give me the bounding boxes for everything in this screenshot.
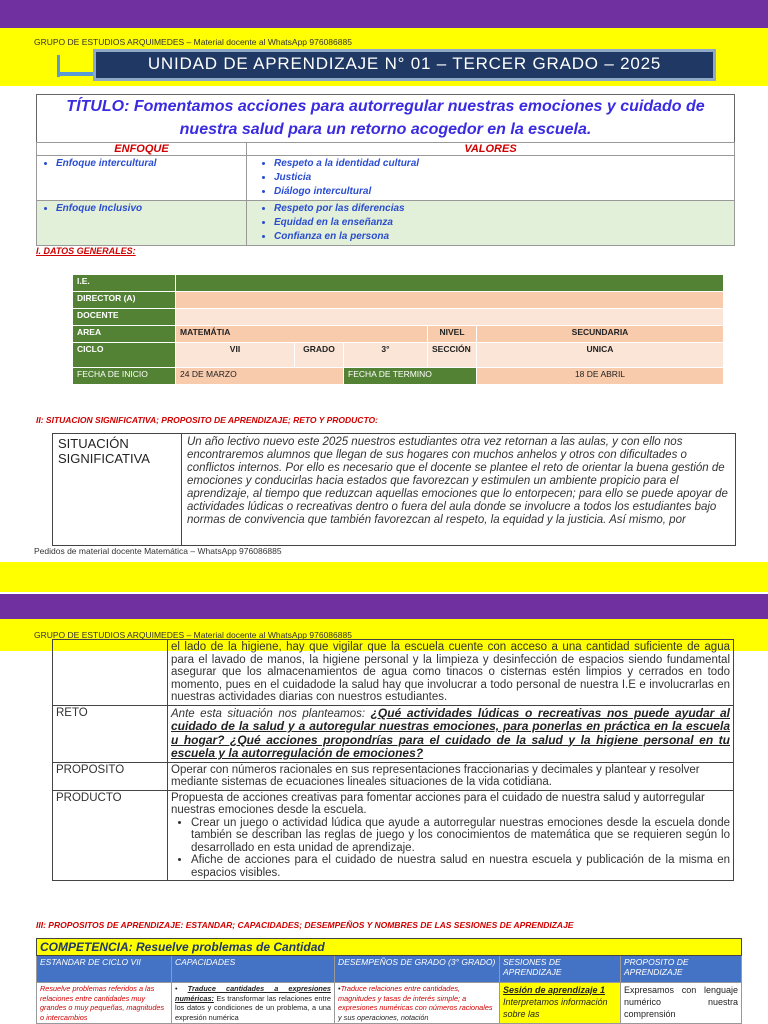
titulo-text: TÍTULO: Fomentamos acciones para autorregular nuestras emociones y cuidado de nuestra salud para un retorno acogedor en la escuela. — [66, 98, 705, 138]
situacion-box — [52, 433, 736, 546]
ie-value — [176, 275, 724, 292]
desempeno-red2: a expresiones numéricas con números racionales — [338, 993, 493, 1012]
page1-top-purple-band — [0, 0, 768, 28]
unit-title-banner: UNIDAD DE APRENDIZAJE N° 01 – TERCER GRADO – 2025 — [93, 49, 716, 81]
situacion-cont-label-cell — [53, 640, 168, 706]
page1-footer-text: Pedidos de material docente Matemática – WhatsApp 976086885 — [34, 546, 282, 556]
ciclo-value: VII — [176, 343, 295, 368]
proposito-text: Operar con números racionales en sus representaciones fraccionarias y decimales y plantear y resolver mediante sistemas de ecuaciones lineales situaciones de la vida cotidiana. — [168, 762, 734, 790]
situacion-text: Un año lectivo nuevo este 2025 nuestros estudiantes otra vez retornan a las aulas, y con ello nos encontraremos alumnos que llegan de sus hogares con muchos anhelos y otros con dificultades o conflictos internos. Por ello es necesario que el docente se plantee el reto de orientar la buena gestión de emociones y conducirlas hacia estados que favorezcan y estimulen un ambiente propicio para el aprendizaje, al tiempo que reduzcan aquellas emociones que lo entorpecen; para ello se puede apoyar de actividades lúdicas o recreativas dentro o fuera del aula donde se involucre a todos los estudiantes bajo normas de convivencia que también favorezcan al respeto, la equidad y la justicia. Así mismo, por — [187, 436, 728, 526]
situacion-cont-text: el lado de la higiene, hay que vigilar que la escuela cuente con acceso a una cantidad suficiente de agua para el lavado de manos, la higiene personal y la limpieza y desinfección de espacios siendo fundamental asegurar que los almacenamientos de agua como tinacos o cisternas estén limpios y cerrados en todo momento, pues en el cuidadode la salud hay que involucrar a todo personal de nuestra I.E e involucrarlas en nuestras actividades diarias con nuestros estudiantes. — [168, 640, 734, 706]
title-left-stub — [57, 55, 60, 77]
estandar-cell: Resuelve problemas referidos a las relaciones entre cantidades muy grandes o muy pequeñas, magnitudes o intercambios — [37, 983, 172, 1024]
desempeno-red1: Traduce relaciones entre cantidades, magnitudes y tasas de interés simple; — [338, 984, 461, 1003]
title-left-bar — [57, 72, 97, 76]
valores-head: VALORES — [247, 143, 735, 156]
nivel-label: NIVEL — [428, 326, 477, 343]
reto-label: RETO — [53, 705, 168, 762]
docente-value — [176, 309, 724, 326]
page2-header-text: GRUPO DE ESTUDIOS ARQUIMEDES – Material docente al WhatsApp 976086885 — [34, 630, 352, 640]
producto-text: Propuesta de acciones creativas para fomentar acciones para el cuidado de nuestra salud y autorregular nuestras emociones desde la escuela. — [171, 791, 705, 816]
page1-header-text: GRUPO DE ESTUDIOS ARQUIMEDES – Material docente al WhatsApp 976086885 — [34, 37, 352, 47]
col-sesiones: SESIONES DE APRENDIZAJE — [500, 956, 621, 983]
reto-question: ¿Qué actividades lúdicas o recreativas nos puede ayudar al cuidado de la salud y a autoregular nuestras emociones, para ponerlas en práctica en la escuela u hogar? ¿Qué acciones propondrías para el cuidado de la salud y la higiene personal en tu escuela y la autorregulación de emociones? — [171, 705, 730, 760]
producto-cell — [168, 790, 734, 881]
grado-label: GRADO — [295, 343, 344, 368]
seccion-value: UNICA — [477, 343, 724, 368]
reto-intro: Ante esta situación nos planteamos: — [171, 707, 371, 720]
desempeno-cell — [335, 983, 500, 1024]
enfoque-item: • Enfoque intercultural — [56, 157, 243, 171]
capacidad-bold: Traduce cantidades a expresiones numéricas: — [175, 984, 331, 1003]
col-proposito: PROPOSITO DE APRENDIZAJE — [621, 956, 742, 983]
enfoque-cell-1 — [37, 156, 247, 201]
valores-cell-2 — [247, 201, 735, 246]
fecha-inicio-value: 24 DE MARZO — [176, 368, 344, 385]
enfoque-cell-2 — [37, 201, 247, 246]
propositos-heading: III: PROPOSITOS DE APRENDIZAJE: ESTANDAR; CAPACIDADES; DESEMPEÑOS Y NOMBRES DE LAS SESIONES DE APRENDIZAJE — [36, 920, 574, 930]
situacion-cont-table — [52, 639, 734, 881]
col-capacidades: CAPACIDADES — [172, 956, 335, 983]
enfoque-item: • Enfoque Inclusivo — [56, 202, 243, 216]
situacion-heading: II: SITUACION SIGNIFICATIVA; PROPOSITO DE APRENDIZAJE; RETO Y PRODUCTO: — [36, 415, 378, 425]
capacidad-bullet: • — [175, 984, 188, 993]
valor-item: • Confianza en la persona — [274, 230, 731, 244]
valor-item: • Diálogo intercultural — [274, 185, 731, 199]
col-estandar: ESTANDAR DE CICLO VII — [37, 956, 172, 983]
valor-item: • Justicia — [274, 171, 731, 185]
competencia-table-wrap — [36, 938, 744, 1024]
fecha-termino-label: FECHA DE TERMINO — [344, 368, 477, 385]
desempeno-bullet: • — [338, 984, 341, 993]
grado-value: 3° — [344, 343, 428, 368]
docente-label: DOCENTE — [73, 309, 176, 326]
valor-item: • Respeto por las diferencias — [274, 202, 731, 216]
valor-item: • Equidad en la enseñanza — [274, 216, 731, 230]
sesion-text: Interpretamos información sobre las — [503, 997, 608, 1019]
valor-item: • Respeto a la identidad cultural — [274, 157, 731, 171]
nivel-value: SECUNDARIA — [477, 326, 724, 343]
page1-bottom-yellow-band — [0, 562, 768, 592]
producto-label: PRODUCTO — [53, 790, 168, 881]
director-value — [176, 292, 724, 309]
fecha-termino-value: 18 DE ABRIL — [477, 368, 724, 385]
proposito-label: PROPOSITO — [53, 762, 168, 790]
producto-item: • Crear un juego o actividad lúdica que ayude a autorregular nuestras emociones desde la escuela donde también se describan las reglas de juego y los conocimientos de matemática que se requieren según lo desarrollado en esta unidad de aprendizaje. — [191, 817, 730, 855]
proposito-ap-cell: Expresamos con lenguaje numérico nuestra comprensión — [621, 983, 742, 1024]
ie-label: I.E. — [73, 275, 176, 292]
titulo-box — [36, 94, 735, 246]
producto-item: • Afiche de acciones para el cuidado de nuestra salud en nuestra escuela y publicación de la misma en espacios visibles. — [191, 854, 730, 879]
sesion-cell — [500, 983, 621, 1024]
area-label: AREA — [73, 326, 176, 343]
competencia-table — [36, 938, 742, 1024]
ciclo-label: CICLO — [73, 343, 176, 368]
situacion-divider — [181, 434, 182, 545]
page2-top-purple-band — [0, 594, 768, 619]
valores-cell-1 — [247, 156, 735, 201]
enfoque-valores-table — [36, 142, 735, 246]
desempeno-text: y sus operaciones, notación — [338, 1012, 429, 1022]
sesion-title: Sesión de aprendizaje 1 — [503, 985, 606, 995]
capacidad-text: Es transformar las relaciones entre los datos y condiciones de un problema, a una expresión numérica — [175, 993, 331, 1022]
datos-generales-heading: I. DATOS GENERALES: — [36, 246, 136, 256]
area-value: MATEMÁTIA — [176, 326, 428, 343]
enfoque-head: ENFOQUE — [37, 143, 247, 156]
datos-generales-table — [72, 274, 724, 385]
situacion-label: SITUACIÓN SIGNIFICATIVA — [58, 436, 150, 466]
capacidad-cell — [172, 983, 335, 1024]
seccion-label: SECCIÓN — [428, 343, 477, 368]
director-label: DIRECTOR (A) — [73, 292, 176, 309]
competencia-title: COMPETENCIA: Resuelve problemas de Cantidad — [37, 939, 742, 956]
reto-cell — [168, 705, 734, 762]
fecha-inicio-label: FECHA DE INICIO — [73, 368, 176, 385]
col-desempenos: DESEMPEÑOS DE GRADO (3° GRADO) — [335, 956, 500, 983]
